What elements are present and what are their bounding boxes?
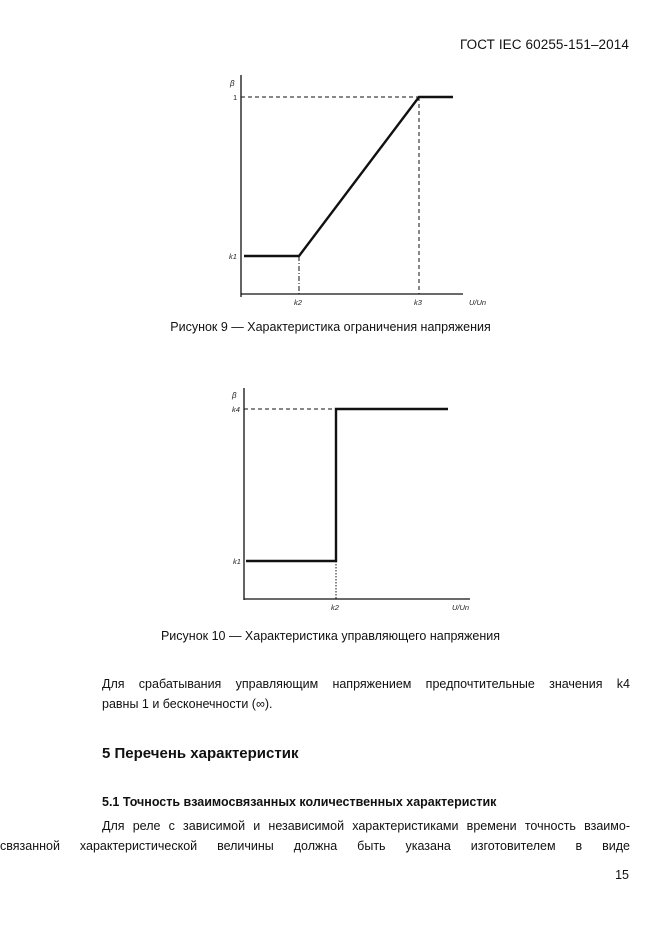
- fig10-characteristic-curve: [246, 409, 448, 561]
- fig9-ytick-k1: k1: [229, 252, 237, 261]
- paragraph-accuracy-line-1: Для реле с зависимой и независимой характеристиками времени точность взаимо-: [102, 819, 630, 833]
- figure-10-chart: [231, 388, 470, 612]
- fig10-ytick-k1: k1: [233, 557, 241, 566]
- fig10-ytick-k4: k4: [232, 405, 240, 414]
- paragraph-k4-line-1: Для срабатывания управляющим напряжением предпочтительные значения k4: [102, 677, 630, 691]
- figure-9-chart: [229, 75, 486, 307]
- fig9-y-label: β: [230, 79, 235, 88]
- fig9-ytick-1: 1: [233, 93, 238, 102]
- fig9-characteristic-curve: [244, 97, 453, 256]
- paragraph-accuracy: [0, 816, 630, 856]
- fig9-x-label: U/Un: [469, 298, 487, 307]
- page-number: 15: [615, 868, 629, 882]
- fig9-xtick-k2: k2: [294, 298, 302, 307]
- figure-9-caption: Рисунок 9 — Характеристика ограничения напряжения: [170, 320, 491, 334]
- paragraph-accuracy-line-2: связанной характеристической величины должна быть указана изготовителем в виде: [0, 839, 630, 853]
- section-title: 5 Перечень характеристик: [102, 745, 299, 762]
- fig10-y-label: β: [232, 391, 237, 400]
- fig9-xtick-k3: k3: [414, 298, 422, 307]
- figure-10-caption: Рисунок 10 — Характеристика управляющего напряжения: [160, 629, 501, 643]
- paragraph-k4-values: [102, 674, 630, 714]
- subsection-title: 5.1 Точность взаимосвязанных количественных характеристик: [102, 795, 497, 809]
- document-header: ГОСТ IEC 60255-151–2014: [459, 37, 629, 52]
- fig10-xtick-k2: k2: [331, 603, 339, 612]
- fig10-x-label: U/Un: [452, 603, 470, 612]
- paragraph-k4-line-2: равны 1 и бесконечности (∞).: [102, 697, 273, 711]
